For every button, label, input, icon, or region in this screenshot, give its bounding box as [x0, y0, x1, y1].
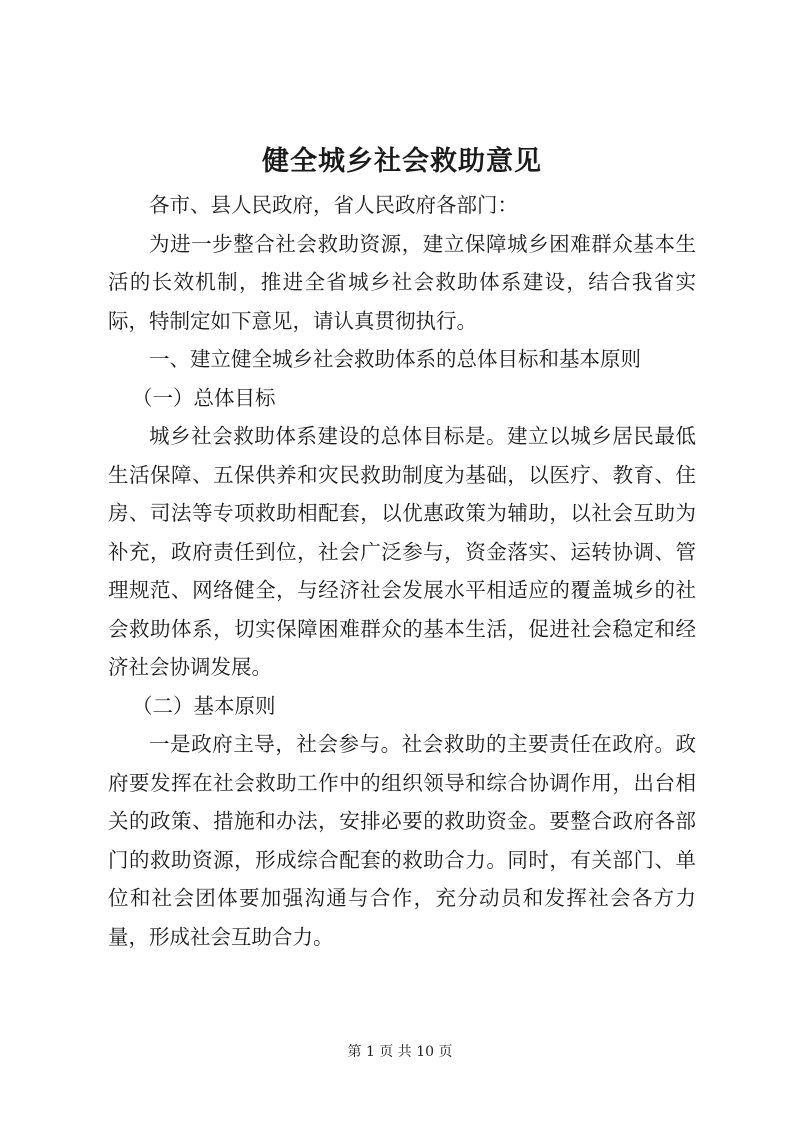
intro-paragraph: 为进一步整合社会救助资源，建立保障城乡困难群众基本生活的长效机制，推进全省城乡社会救助体系建设，结合我省实际，特制定如下意见，请认真贯彻执行。 [108, 231, 696, 333]
salutation: 各市、县人民政府，省人民政府各部门： [149, 193, 518, 217]
document-title: 健全城乡社会救助意见 [262, 146, 542, 177]
subsection-1-heading: （一）总体目标 [132, 385, 276, 410]
subsection-2-body: 一是政府主导，社会参与。社会救助的主要责任在政府。政府要发挥在社会救助工作中的组织领导和综合协调作用，出台相关的政策、措施和办法，安排必要的救助资金。要整合政府各部门的救助资源，形成综合配套的救助合力。同时，有关部门、单位和社会团体要加强沟通与合作，充分动员和发挥社会各方力量，形成社会互助合力。 [108, 732, 696, 949]
subsection-1-body: 城乡社会救助体系建设的总体目标是。建立以城乡居民最低生活保障、五保供养和灾民救助制度为基础，以医疗、教育、住房、司法等专项救助相配套，以优惠政策为辅助，以社会互助为补充，政府责任到位，社会广泛参与，资金落实、运转协调、管理规范、网络健全，与经济社会发展水平相适应的覆盖城乡的社会救助体系，切实保障困难群众的基本生活，促进社会稳定和经济社会协调发展。 [108, 424, 696, 679]
document-page [108, 140, 696, 956]
subsection-2-heading: （二）基本原则 [132, 693, 276, 718]
section-1-heading: 一、建立健全城乡社会救助体系的总体目标和基本原则 [149, 347, 641, 371]
page-footer: 第 1 页 共 10 页 [347, 1044, 453, 1060]
